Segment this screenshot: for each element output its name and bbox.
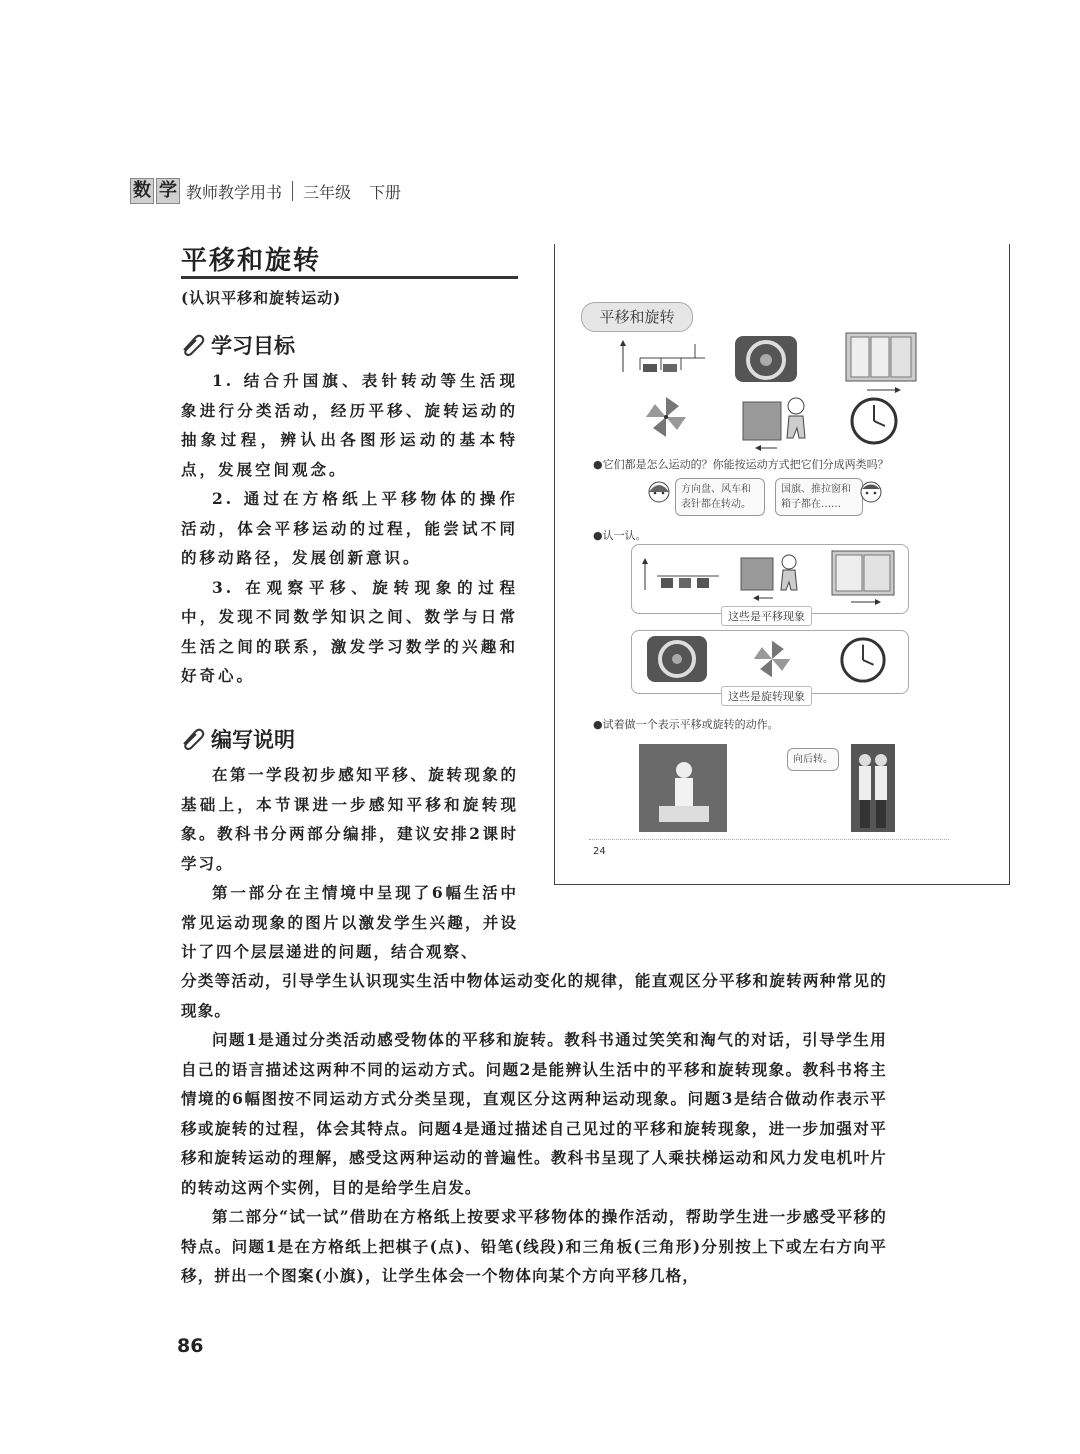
steering-wheel-photo bbox=[647, 636, 707, 682]
turning-students-photo bbox=[851, 744, 895, 832]
paperclip-icon bbox=[181, 728, 207, 750]
action-speech-bubble: 向后转。 bbox=[787, 748, 839, 771]
boy-character-icon bbox=[859, 480, 883, 510]
sliding-window-illustration bbox=[831, 550, 897, 606]
paperclip-icon bbox=[181, 334, 207, 356]
textbook-page-figure bbox=[554, 244, 1010, 885]
pinwheel-illustration bbox=[751, 638, 793, 680]
subject-logo bbox=[130, 178, 180, 204]
pushing-box-illustration bbox=[737, 550, 817, 602]
header-divider bbox=[292, 181, 293, 201]
boy-speech-bubble: 国旗、推拉窗和箱子都在…… bbox=[775, 478, 863, 516]
sliding-window-illustration bbox=[845, 332, 917, 396]
notes-paragraph-4: 第二部分“试一试”借助在方格纸上按要求平移物体的操作活动，帮助学生进一步感受平移的特点。问题1是在方格纸上把棋子(点)、铅笔(线段)和三角板(三角形)分别按上下或左右方向平移，拼出一个图案(小旗)，让学生体会一个物体向某个方向平移几格， bbox=[181, 1207, 887, 1285]
notes-column bbox=[181, 760, 518, 967]
flag-raising-illustration bbox=[639, 554, 725, 594]
notes-heading-text: 编写说明 bbox=[211, 728, 295, 752]
logo-char-2: 学 bbox=[156, 178, 180, 204]
notes-paragraph-1: 在第一学段初步感知平移、旋转现象的基础上，本节课进一步感知平移和旋转现象。教科书分两部分编排，建议安排2课时学习。 bbox=[181, 765, 518, 873]
volume-label: 下册 bbox=[369, 182, 402, 202]
notes-fullwidth bbox=[181, 966, 887, 1291]
pushing-box-illustration bbox=[741, 392, 821, 452]
textbook-lesson-pill: 平移和旋转 bbox=[581, 302, 693, 332]
goal-item-1: 1. 结合升国旗、表针转动等生活现象进行分类活动，经历平移、旋转运动的抽象过程，辨认出各图形运动的基本特点，发展空间观念。 bbox=[181, 371, 518, 479]
page-number: 86 bbox=[177, 1335, 204, 1357]
student-action-photo bbox=[639, 744, 727, 832]
question-2-text: ●认一认。 bbox=[593, 529, 647, 542]
lesson-title: 平移和旋转 bbox=[181, 246, 322, 276]
goals-heading-text: 学习目标 bbox=[211, 334, 295, 358]
goal-item-3: 3. 在观察平移、旋转现象的过程中，发现不同数学知识之间、数学与日常生活之间的联系，激发学习数学的兴趣和好奇心。 bbox=[181, 577, 518, 685]
goals-heading bbox=[181, 330, 295, 360]
notes-paragraph-2-end: 分类等活动，引导学生认识现实生活中物体运动变化的规律，能直观区分平移和旋转两种常见的现象。 bbox=[181, 971, 887, 1020]
textbook-page-number: 24 bbox=[593, 846, 606, 857]
notes-paragraph-3: 问题1是通过分类活动感受物体的平移和旋转。教科书通过笑笑和淘气的对话，引导学生用自己的语言描述这两种不同的运动方式。问题2是能辨认生活中的平移和旋转现象。教科书将主情境的6幅图按不同运动方式分类呈现，直观区分这两种运动现象。问题3是结合做动作表示平移或旋转的过程，体会其特点。问题4是通过描述自己见过的平移和旋转现象，进一步加强对平移和旋转运动的理解，感受这两种运动的普遍性。教科书呈现了人乘扶梯运动和风力发电机叶片的转动这两个实例，目的是给学生启发。 bbox=[181, 1030, 887, 1197]
goal-item-2: 2. 通过在方格纸上平移物体的操作活动，体会平移运动的过程，能尝试不同的移动路径，发展创新意识。 bbox=[181, 489, 518, 567]
girl-character-icon bbox=[647, 480, 671, 510]
page-rule bbox=[589, 839, 949, 840]
translation-caption: 这些是平移现象 bbox=[721, 606, 812, 626]
book-name: 教师教学用书 bbox=[186, 182, 283, 202]
wall-clock-illustration bbox=[849, 396, 899, 446]
steering-wheel-photo bbox=[735, 336, 797, 382]
grade-label: 三年级 bbox=[303, 182, 352, 202]
title-underline bbox=[181, 276, 518, 279]
lesson-subtitle: (认识平移和旋转运动) bbox=[181, 289, 342, 307]
wall-clock-illustration bbox=[839, 636, 887, 684]
logo-char-1: 数 bbox=[130, 178, 154, 204]
rotation-caption: 这些是旋转现象 bbox=[721, 686, 812, 706]
notes-paragraph-2-start: 第一部分在主情境中呈现了6幅生活中常见运动现象的图片以激发学生兴趣，并设计了四个层层递进的问题，结合观察、 bbox=[181, 883, 518, 961]
goals-list bbox=[181, 366, 518, 691]
pinwheel-illustration bbox=[643, 394, 689, 440]
flag-raising-illustration bbox=[615, 336, 715, 376]
question-3-text: ●试着做一个表示平移或旋转的动作。 bbox=[593, 718, 779, 731]
girl-speech-bubble: 方向盘、风车和表针都在转动。 bbox=[675, 478, 765, 516]
running-header bbox=[130, 176, 401, 206]
notes-heading bbox=[181, 724, 295, 754]
question-1-text: ●它们都是怎么运动的？你能按运动方式把它们分成两类吗？ bbox=[593, 458, 889, 471]
